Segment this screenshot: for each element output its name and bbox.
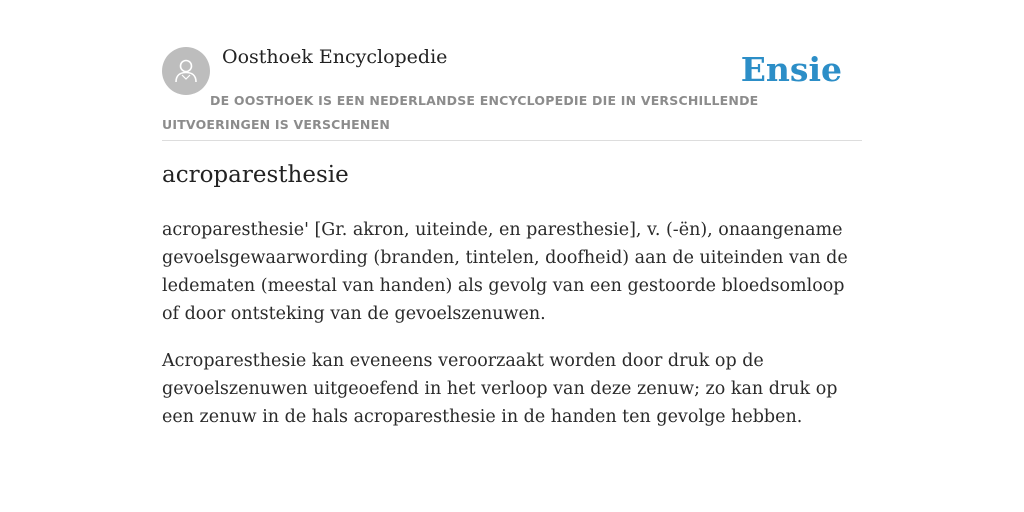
entry-paragraph: acroparesthesie' [Gr. akron, uiteinde, en paresthesie], v. (-ën), onaangename gevoelsgewaarwording (branden, tintelen, doofheid) aan de uiteinden van de ledematen (meestal van handen) als gevolg van een gestoorde bloedsomloop of door ontsteking van de gevoelszenuwen. <box>162 220 848 324</box>
user-avatar-icon <box>171 56 201 86</box>
source-header <box>162 0 862 141</box>
brand-logo[interactable]: Ensie <box>740 50 842 89</box>
page-container <box>162 0 862 427</box>
source-name[interactable]: Oosthoek Encyclopedie <box>222 46 448 68</box>
entry-title: acroparesthesie <box>162 162 349 188</box>
entry-paragraph: Acroparesthesie kan eveneens veroorzaakt worden door druk op de gevoelszenuwen uitgeoefend in het verloop van deze zenuw; zo kan druk op een zenuw in de hals acroparesthesie in de handen ten gevolge hebben. <box>162 351 838 427</box>
source-description: DE OOSTHOEK IS EEN NEDERLANDSE ENCYCLOPEDIE DIE IN VERSCHILLENDE UITVOERINGEN IS VERSCHENEN <box>162 93 759 132</box>
source-avatar[interactable] <box>162 47 210 95</box>
